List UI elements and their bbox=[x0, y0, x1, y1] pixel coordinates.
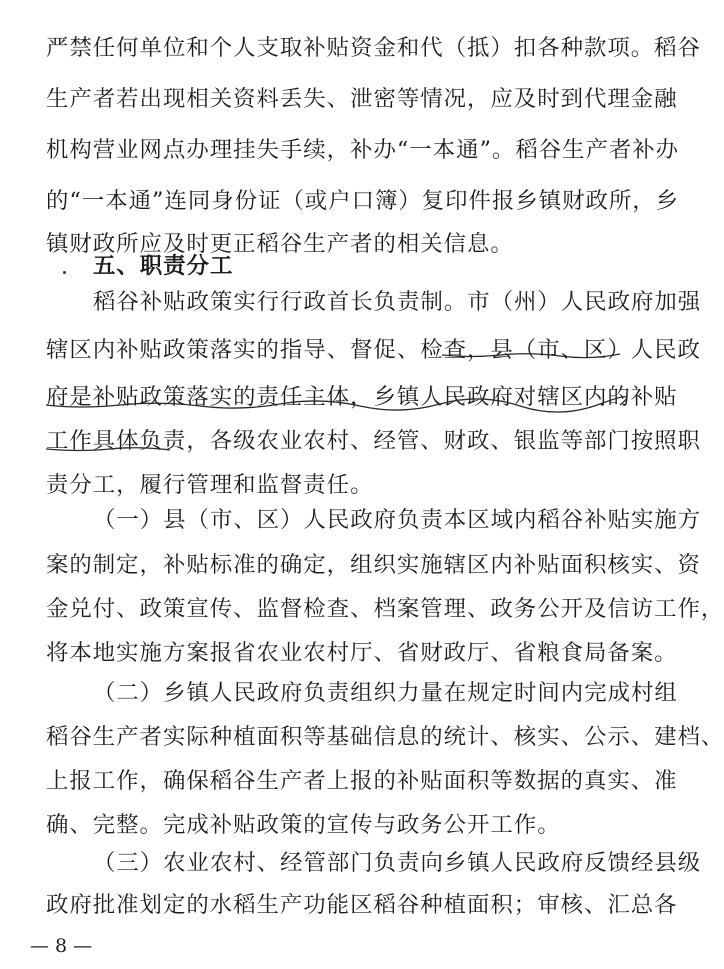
text-line-1: 严禁任何单位和个人支取补贴资金和代（抵）扣各种款项。稻谷 bbox=[46, 35, 701, 61]
text-line-16: （二）乡镇人民政府负责组织力量在规定时间内完成村组 bbox=[93, 680, 678, 706]
text-line-13: 案的制定，补贴标准的确定，组织实施辖区内补贴面积核实、资 bbox=[46, 552, 701, 578]
text-line-4: 的“一本通”连同身份证（或户口簿）复印件报乡镇财政所，乡 bbox=[46, 188, 680, 214]
text-line-11: 责分工，履行管理和监督责任。 bbox=[46, 472, 374, 498]
text-line-15: 将本地实施方案报省农业农村厅、省财政厅、省粮食局备案。 bbox=[46, 640, 678, 666]
text-line-9: 府是补贴政策落实的责任主体，乡镇人民政府对辖区内的补贴 bbox=[46, 384, 678, 410]
page-number: — 8 — bbox=[30, 935, 93, 957]
text-line-3: 机构营业网点办理挂失手续，补办“一本通”。稻谷生产者补办 bbox=[46, 137, 680, 163]
text-line-7: 稻谷补贴政策实行行政首长负责制。市（州）人民政府加强 bbox=[93, 289, 702, 315]
text-line-18: 上报工作，确保稻谷生产者上报的补贴面积等数据的真实、准 bbox=[46, 768, 678, 794]
text-line-19: 确、完整。完成补贴政策的宣传与政务公开工作。 bbox=[46, 812, 561, 838]
ink-dot bbox=[63, 271, 66, 274]
text-line-14: 金兑付、政策宣传、监督检查、档案管理、政务公开及信访工作， bbox=[46, 596, 724, 622]
text-line-10: 工作具体负责，各级农业农村、经管、财政、银监等部门按照职 bbox=[46, 428, 701, 454]
text-line-2: 生产者若出现相关资料丢失、泄密等情况，应及时到代理金融 bbox=[46, 86, 678, 112]
text-line-5: 镇财政所应及时更正稻谷生产者的相关信息。 bbox=[46, 231, 514, 257]
text-line-17: 稻谷生产者实际种植面积等基础信息的统计、核实、公示、建档、 bbox=[46, 724, 724, 750]
text-line-21: 政府批准划定的水稻生产功能区稻谷种植面积；审核、汇总各 bbox=[46, 892, 678, 918]
text-line-8: 辖区内补贴政策落实的指导、督促、检查，县（市、区）人民政 bbox=[46, 337, 701, 363]
text-line-12: （一）县（市、区）人民政府负责本区域内稻谷补贴实施方 bbox=[93, 507, 702, 533]
text-line-20: （三）农业农村、经管部门负责向乡镇人民政府反馈经县级 bbox=[93, 850, 702, 876]
section-heading: 五、职责分工 bbox=[93, 253, 234, 279]
